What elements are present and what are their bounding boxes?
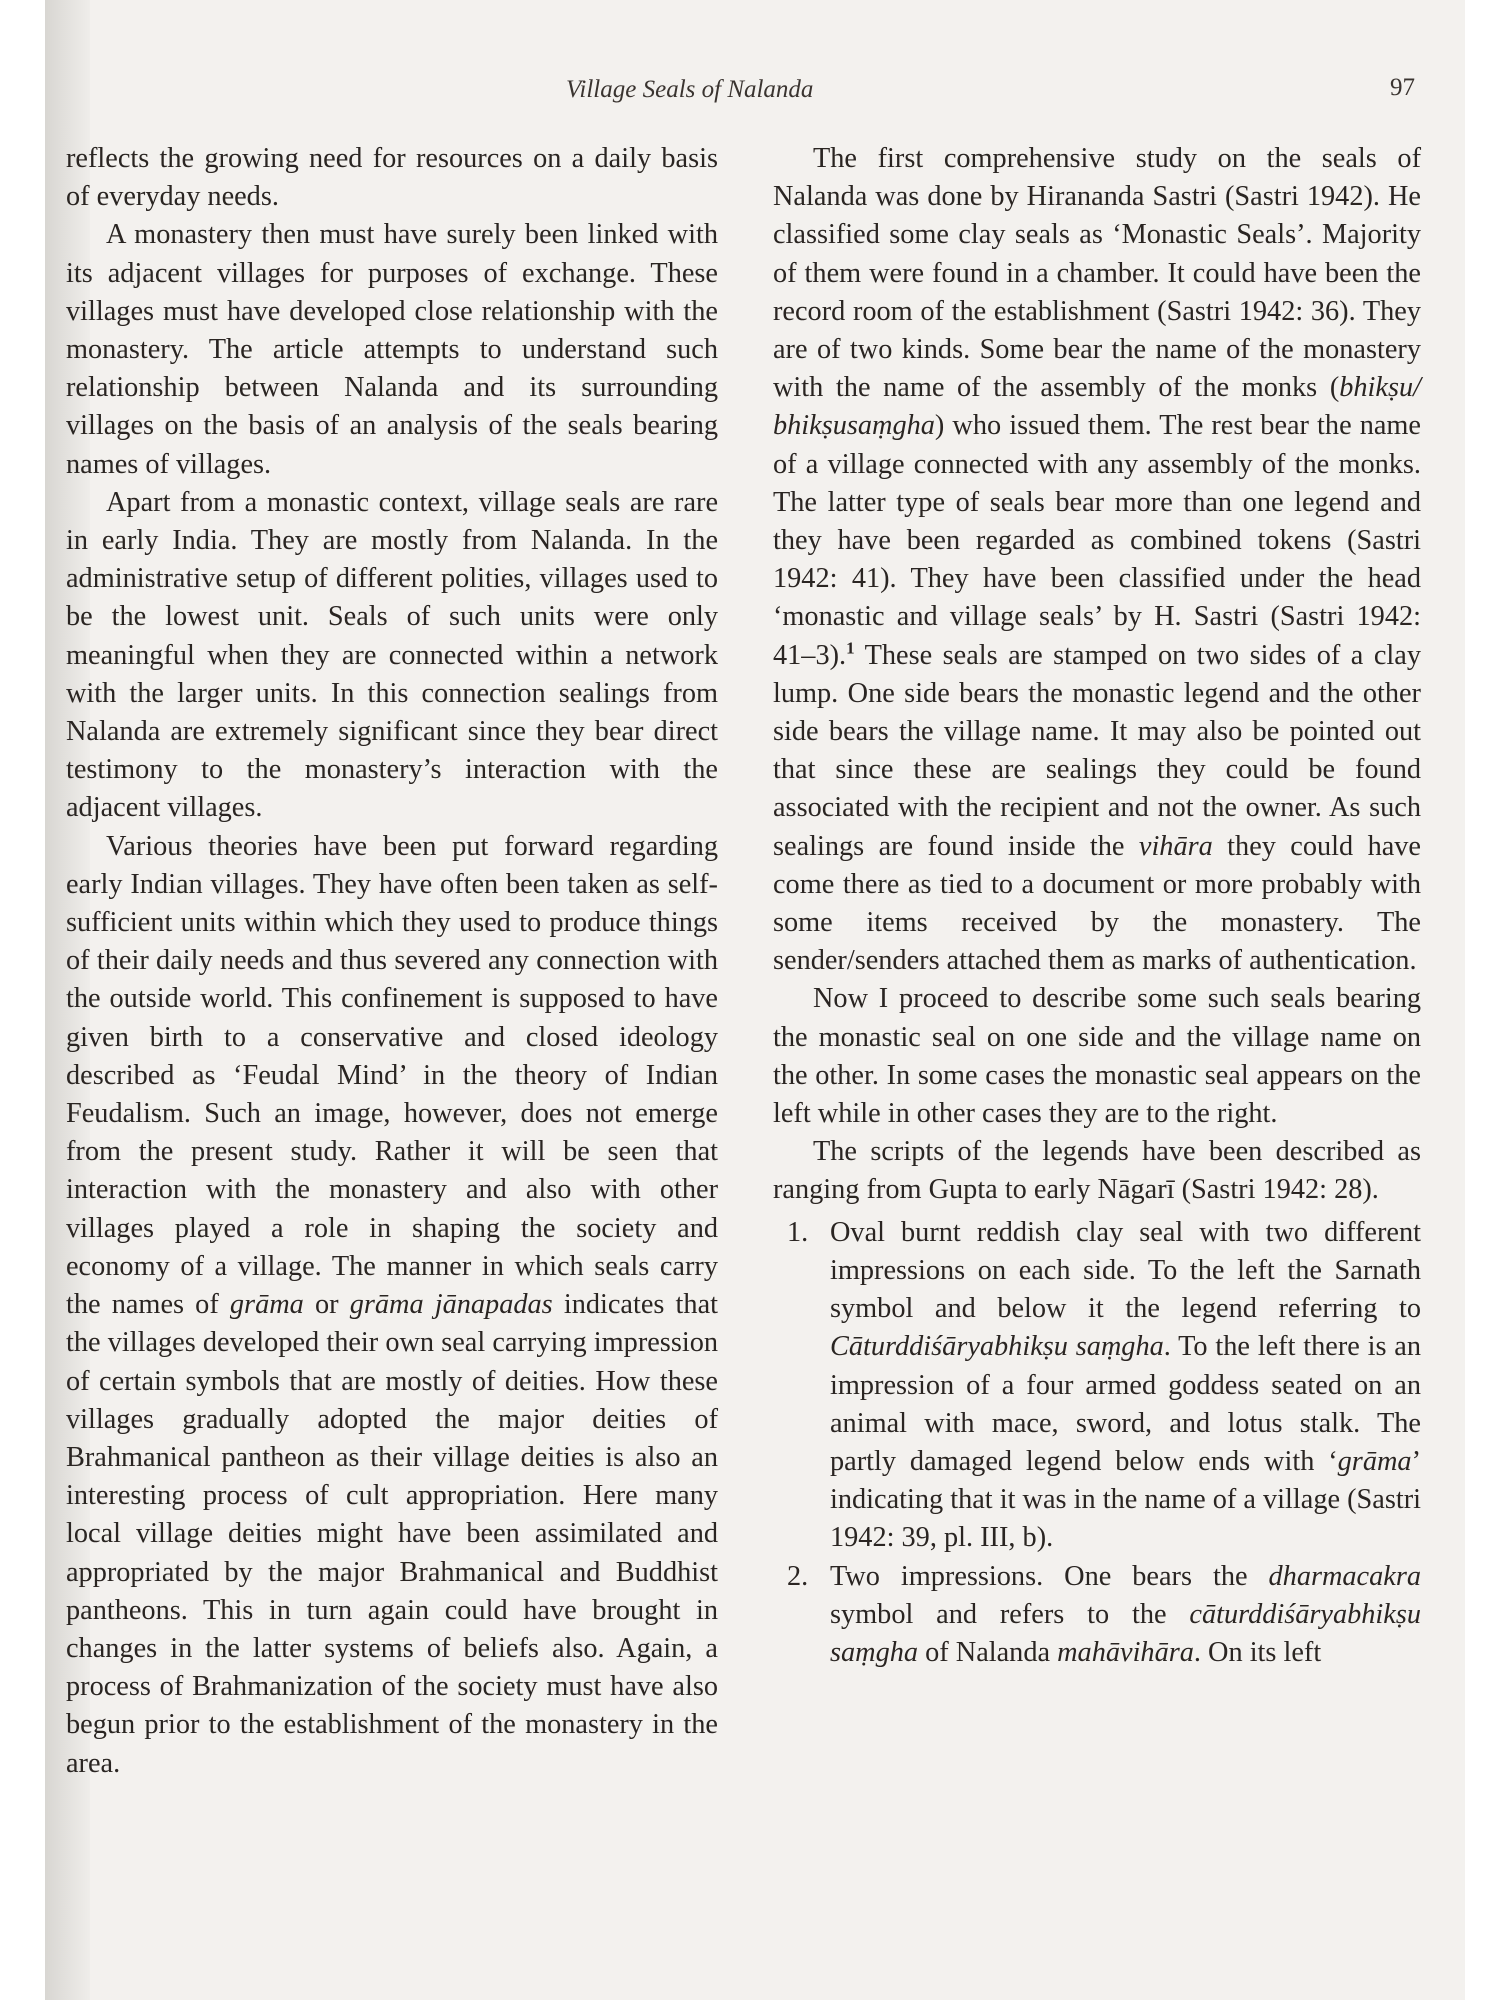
italic-term: Cāturddiśāryabhikṣu saṃgha [830, 1331, 1164, 1363]
text-run: . To the left there is an impression of a four armed goddess seated on an animal with mace, sword, and lotus stalk. The partly damaged legend below ends with ‘ [830, 1331, 1421, 1477]
paragraph: The scripts of the legends have been described as ranging from Gupta to early Nāgarī (Sastri 1942: 28). [773, 1136, 1421, 1206]
paragraph [773, 140, 1421, 980]
text-run: of Nalanda [918, 1636, 1058, 1668]
text-run: These seals are stamped on two sides of a clay lump. One side bears the monastic legend and the other side bears the village name. It may also be pointed out that since these are sealings they could be found associated with the recipient and not the owner. As such sealings are found inside the [773, 639, 1421, 862]
list-number: 2. [787, 1560, 809, 1592]
list-number: 1. [787, 1216, 809, 1248]
text-run: Oval burnt reddish clay seal with two different impressions on each side. To the left the Sarnath symbol and below it the legend referring to [830, 1216, 1421, 1325]
list-item [773, 1558, 1421, 1673]
italic-term: vihāra [1138, 830, 1213, 862]
left-column [66, 140, 718, 1783]
page-number: 97 [1390, 74, 1415, 101]
text-run: The first comprehensive study on the seals of Nalanda was done by Hirananda Sastri (Sastri 1942). He classified some clay seals as ‘Monastic Seals’. Majority of them were found in a chamber. It could have been the record room of the establishment (Sastri 1942: 36). They are of two kinds. Some bear the name of the monastery with the name of the assembly of the monks ( [773, 143, 1421, 404]
italic-term: grāma jānapadas [349, 1289, 553, 1321]
footnote-marker[interactable]: 1 [846, 638, 855, 658]
italic-term: grāma [1337, 1445, 1412, 1477]
text-run: Two impressions. One bears the [830, 1560, 1269, 1592]
list-item [773, 1214, 1421, 1558]
text-run: Various theories have been put forward regarding early Indian villages. They have often been taken as self-sufficient units within which they used to produce things of their daily needs and thus severed any connection with the outside world. This confinement is supposed to have given birth to a conservative and closed ideology described as ‘Feudal Mind’ in the theory of Indian Feudalism. Such an image, however, does not emerge from the present study. Rather it will be seen that interaction with the monastery and also with other villages played a role in shaping the society and economy of a village. The manner in which seals carry the names of [66, 830, 718, 1321]
italic-term: cāturddiśāryabhikṣu saṃgha [830, 1598, 1421, 1668]
italic-term: bhikṣu/ bhikṣusaṃgha [773, 372, 1421, 442]
numbered-list [773, 1214, 1421, 1672]
paragraph: reflects the growing need for resources on a daily basis of everyday needs. [66, 143, 718, 213]
italic-term: grāma [229, 1289, 304, 1321]
text-run: . On its left [1193, 1636, 1322, 1668]
paragraph: Now I proceed to describe some such seals bearing the monastic seal on one side and the village name on the other. In some cases the monastic seal appears on the left while in other cases they are to the right. [773, 983, 1421, 1130]
text-run: they could have come there as tied to a document or more probably with some items received by the monastery. The sender/senders attached them as marks of authentication. [773, 830, 1421, 977]
text-run: symbol and refers to the [830, 1598, 1190, 1630]
paragraph [66, 828, 718, 1783]
text-run: ) who issued them. The rest bear the name of a village connected with any assembly of the monks. The latter type of seals bear more than one legend and they have been regarded as combined tokens (Sastri 1942: 41). They have been classified under the head ‘monastic and village seals’ by H. Sastri (Sastri 1942: 41–3). [773, 410, 1421, 671]
text-run: ’ indicating that it was in the name of a village (Sastri 1942: 39, pl. III, b). [830, 1445, 1421, 1554]
paragraph: Apart from a monastic context, village seals are rare in early India. They are mostly from Nalanda. In the administrative setup of different polities, villages used to be the lowest unit. Seals of such units were only meaningful when they are connected within a network with the larger units. In this connection sealings from Nalanda are extremely significant since they bear direct testimony to the monastery’s interaction with the adjacent villages. [66, 486, 718, 824]
right-column [773, 140, 1421, 1672]
text-run: indicates that the villages developed their own seal carrying impression of certain symbols that are mostly of deities. How these villages gradually adopted the major deities of Brahmanical pantheon as their village deities is also an interesting process of cult appropriation. Here many local village deities might have been assimilated and appropriated by the major Brahmanical and Buddhist pantheons. This in turn again could have brought in changes in the latter systems of beliefs also. Again, a process of Brahmanization of the society must have also begun prior to the establishment of the monastery in the area. [66, 1289, 718, 1779]
italic-term: dharmacakra [1268, 1560, 1421, 1592]
text-run: or [303, 1289, 350, 1321]
running-title: Village Seals of Nalanda [566, 76, 814, 103]
italic-term: mahāvihāra [1057, 1636, 1194, 1668]
paragraph: A monastery then must have surely been linked with its adjacent villages for purposes of exchange. These villages must have developed close relationship with the monastery. The article attempts to understand such relationship between Nalanda and its surrounding villages on the basis of an analysis of the seals bearing names of villages. [66, 219, 718, 480]
